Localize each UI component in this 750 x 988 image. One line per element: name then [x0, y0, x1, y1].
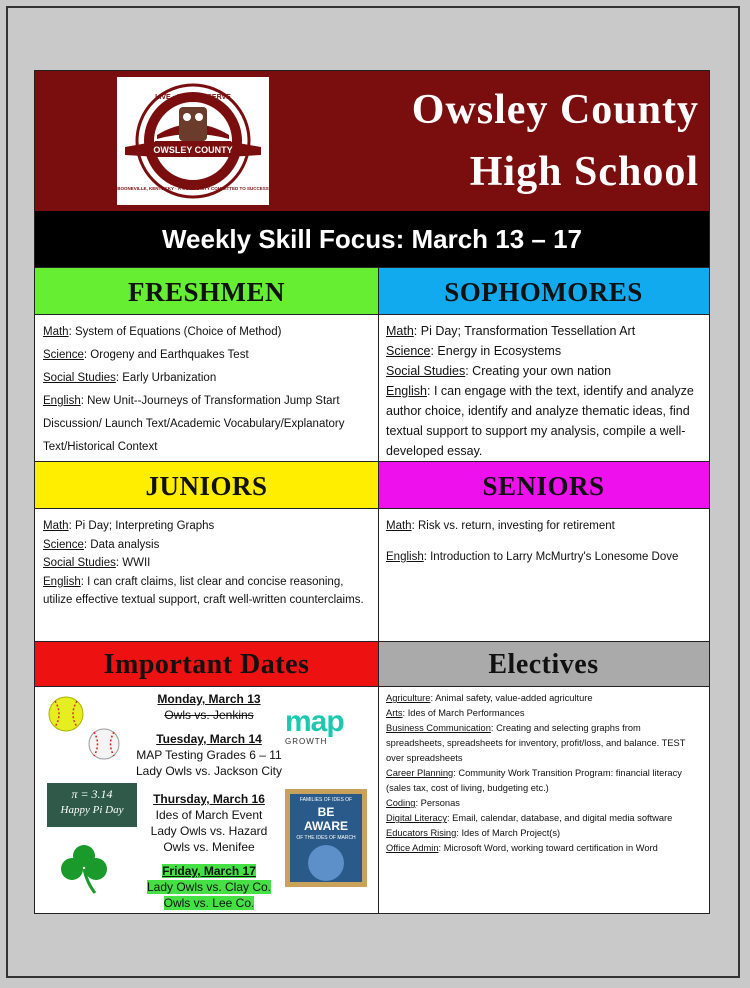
- thursday-block: Thursday, March 16 Ides of March Event Lady Owls vs. Hazard Owls vs. Menifee: [150, 792, 268, 854]
- freshmen-header: FRESHMEN: [35, 267, 378, 315]
- elective-item: Business Communication: Creating and selecting graphs from spreadsheets, spreadsheets for inventory, profit/loss, and balance. TEST over spreadsheets: [386, 723, 686, 763]
- school-title-line2: High School: [469, 149, 699, 195]
- friday-block: Friday, March 17 Lady Owls vs. Clay Co. Owls vs. Lee Co.: [146, 864, 272, 910]
- school-title-line1: Owsley County: [411, 87, 699, 133]
- seniors-item: Math: Risk vs. return, investing for retirement: [386, 520, 615, 532]
- sophomores-item: Social Studies: Creating your own nation: [386, 364, 612, 378]
- sophomores-item: Math: Pi Day; Transformation Tessellation Art: [386, 324, 636, 338]
- baseball-icon: [87, 727, 121, 766]
- juniors-item: Science: Data analysis: [43, 538, 160, 551]
- juniors-header: JUNIORS: [35, 461, 378, 509]
- column-divider: [378, 267, 379, 913]
- electives-header: Electives: [378, 641, 709, 687]
- elective-item: Agriculture: Animal safety, value-added agriculture: [386, 693, 593, 703]
- svg-text:BOONEVILLE, KENTUCKY · A COMMU: BOONEVILLE, KENTUCKY · A COMMUNITY COMMITTED TO SUCCESS: [117, 186, 269, 191]
- freshmen-item: Social Studies: Early Urbanization: [43, 372, 217, 384]
- juniors-item: Social Studies: WWII: [43, 557, 151, 569]
- shamrock-icon: [57, 841, 111, 900]
- freshmen-item: Science: Orogeny and Earthquakes Test: [43, 349, 249, 361]
- sophomores-item: English: I can engage with the text, identify and analyze author choice, identify and analyze thematic ideas, find textual support to support my analysis, compile a well-developed essay.: [386, 384, 694, 458]
- tuesday-block: Tuesday, March 14 MAP Testing Grades 6 – 11 Lady Owls vs. Jackson City: [135, 732, 283, 778]
- juniors-content: [35, 511, 378, 641]
- elective-item: Career Planning: Community Work Transition Program: financial literacy (sales tax, cost of living, budgeting etc.): [386, 768, 682, 793]
- elective-item: Coding: Personas: [386, 798, 460, 808]
- monday-block: Monday, March 13 Owls vs. Jenkins: [157, 692, 261, 722]
- freshmen-item: English: New Unit--Journeys of Transformation Jump Start Discussion/ Launch Text/Academic Vocabulary/Explanatory Text/Historical Context: [43, 395, 345, 453]
- seniors-header: SENIORS: [378, 461, 709, 509]
- softball-icon: [47, 695, 85, 738]
- svg-text:LIVE · LEARN · SERVE: LIVE · LEARN · SERVE: [155, 94, 231, 101]
- seniors-content: [378, 511, 709, 641]
- sophomores-item: Science: Energy in Ecosystems: [386, 344, 562, 358]
- map-growth-logo: map GROWTH: [285, 705, 344, 746]
- school-title: [299, 79, 699, 203]
- pi-day-card: π = 3.14 Happy Pi Day: [47, 783, 137, 827]
- elective-item: Arts: Ides of March Performances: [386, 708, 525, 718]
- electives-content: [378, 687, 709, 913]
- elective-item: Educators Rising: Ides of March Project(s): [386, 828, 561, 838]
- sophomores-header: SOPHOMORES: [378, 267, 709, 315]
- important-dates-header: Important Dates: [35, 641, 378, 687]
- juniors-item: Math: Pi Day; Interpreting Graphs: [43, 520, 215, 532]
- elective-item: Digital Literacy: Email, calendar, database, and digital media software: [386, 813, 673, 823]
- sophomores-content: [378, 315, 709, 461]
- elective-item: Office Admin: Microsoft Word, working toward certification in Word: [386, 843, 658, 853]
- weekly-focus-banner: Weekly Skill Focus: March 13 – 17: [35, 211, 709, 267]
- seniors-item: English: Introduction to Larry McMurtry's Lonesome Dove: [386, 551, 679, 563]
- freshmen-item: Math: System of Equations (Choice of Method): [43, 326, 282, 338]
- school-logo: [117, 77, 269, 205]
- freshmen-content: [35, 315, 378, 461]
- ides-of-march-poster: FAMILIES OF IDES OF BE AWARE OF THE IDES OF MARCH: [285, 789, 367, 887]
- header-banner: [35, 71, 709, 211]
- juniors-item: English: I can craft claims, list clear and concise reasoning, utilize effective textual support, craft well-written counterclaims.: [43, 575, 364, 606]
- flyer-page: [34, 70, 710, 914]
- svg-text:OWSLEY COUNTY: OWSLEY COUNTY: [153, 145, 233, 155]
